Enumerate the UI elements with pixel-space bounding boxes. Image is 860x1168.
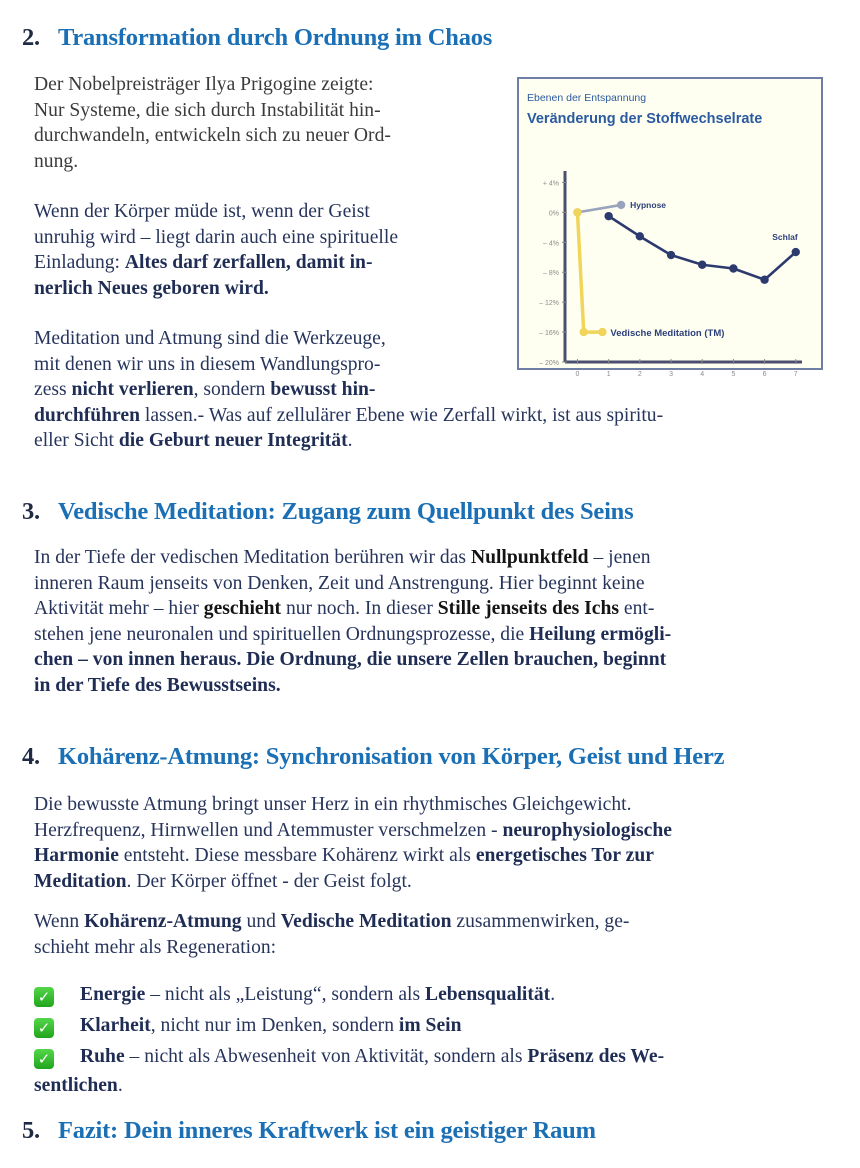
bold-text: nerlich Neues geboren wird. xyxy=(34,277,269,299)
paragraph-vedische-meditation xyxy=(34,545,671,698)
text-span: zusammenwirken, ge- xyxy=(451,911,630,932)
bold-text: Stille jenseits des Ichs xyxy=(437,598,620,619)
bold-text: die Geburt neuer Integrität xyxy=(118,430,348,451)
text-span: lassen.- Was auf zellulärer Ebene wie Zerfall wirkt, ist aus spiritu- xyxy=(140,404,664,426)
checklist-item-energie xyxy=(34,982,555,1008)
series-label: Vedische Meditation (TM) xyxy=(610,328,725,340)
text-span: , nicht nur im Denken, sondern xyxy=(150,1015,399,1036)
y-tick-label: – 12% xyxy=(539,300,559,308)
x-tick-label: 1 xyxy=(606,371,611,378)
text-line: nung. xyxy=(34,150,79,172)
data-point xyxy=(667,251,675,259)
checkmark-icon: ✓ xyxy=(34,1049,54,1069)
bold-text: Kohärenz-Atmung xyxy=(84,911,242,932)
paragraph-kohaerenz xyxy=(34,792,672,894)
series-line-0 xyxy=(577,205,621,212)
text-span: nur noch. In dieser xyxy=(281,598,438,619)
section-number: 2. xyxy=(22,24,40,51)
checklist-item-ruhe-continuation xyxy=(34,1073,123,1099)
data-point xyxy=(617,201,625,209)
text-line: inneren Raum jenseits von Denken, Zeit und Anstrengung. Hier beginnt keine xyxy=(34,572,645,594)
bold-text: in der Tiefe des Bewusstseins. xyxy=(34,674,281,696)
bold-text: sentlichen xyxy=(34,1075,118,1096)
bold-text: Lebensqualität xyxy=(425,984,551,1005)
text-line: Meditation und Atmung sind die Werkzeuge, xyxy=(34,328,386,349)
text-span: eller Sicht xyxy=(34,430,119,451)
checklist-item-klarheit xyxy=(34,1013,462,1039)
checkmark-icon: ✓ xyxy=(34,987,54,1007)
bold-text: neurophysiologische xyxy=(502,819,672,841)
x-tick-label: 6 xyxy=(762,371,767,378)
checklist-item-ruhe xyxy=(34,1044,664,1070)
x-tick-label: 3 xyxy=(669,371,673,378)
bold-text: Vedische Meditation xyxy=(280,911,452,932)
section-title: Transformation durch Ordnung im Chaos xyxy=(58,24,493,51)
section-2-heading xyxy=(22,24,492,52)
bold-text: bewusst hin- xyxy=(270,379,376,400)
y-tick-label: – 4% xyxy=(543,240,559,248)
series-label: Schlaf xyxy=(772,232,798,243)
section-3-heading xyxy=(22,498,633,526)
paragraph-koerper-muede xyxy=(34,199,398,301)
series-line-2 xyxy=(577,212,602,332)
paragraph-zusammenwirken xyxy=(34,909,629,960)
chart-subtitle: Ebenen der Entspannung xyxy=(527,92,647,104)
text-span: ent- xyxy=(619,598,655,619)
text-line: Wenn der Körper müde ist, wenn der Geist xyxy=(34,201,370,222)
data-point xyxy=(729,264,737,272)
data-point xyxy=(573,208,581,216)
text-line: Der Nobelpreisträger Ilya Prigogine zeigte: xyxy=(34,74,374,95)
section-5-heading xyxy=(22,1117,596,1145)
chart-title: Veränderung der Stoffwechselrate xyxy=(527,111,763,127)
series-line-1 xyxy=(609,216,796,280)
text-span: Einladung: xyxy=(34,252,125,273)
text-line: Die bewusste Atmung bringt unser Herz in ein rhythmisches Gleichgewicht. xyxy=(34,794,632,815)
metabolic-rate-chart xyxy=(517,77,823,378)
bold-text: Altes darf zerfallen, damit in- xyxy=(124,252,373,273)
data-point xyxy=(604,212,612,220)
text-line: mit denen wir uns in diesem Wandlungspro- xyxy=(34,353,381,375)
data-point xyxy=(792,248,800,256)
text-span: – jenen xyxy=(588,547,651,568)
y-tick-label: 0% xyxy=(548,210,559,218)
text-span: – nicht als Abwesenheit von Aktivität, sondern als xyxy=(124,1046,528,1067)
bold-text: Heilung ermögli- xyxy=(529,623,672,645)
text-span: und xyxy=(241,911,281,932)
text-span: . xyxy=(550,984,556,1005)
text-span: Herzfrequenz, Hirnwellen und Atemmuster verschmelzen - xyxy=(34,819,503,841)
bold-text: Nullpunktfeld xyxy=(470,547,589,568)
section-title: Kohärenz-Atmung: Synchronisation von Körper, Geist und Herz xyxy=(58,743,725,770)
y-tick-label: – 8% xyxy=(543,270,559,278)
y-tick-label: + 4% xyxy=(542,180,559,188)
bold-text: Ruhe xyxy=(80,1046,125,1067)
y-tick-label: – 20% xyxy=(539,360,559,367)
text-span: Aktivität mehr – hier xyxy=(34,598,204,619)
bold-text: Klarheit xyxy=(80,1015,151,1036)
text-span: . xyxy=(347,430,353,451)
bold-text: geschieht xyxy=(203,598,282,619)
text-span: entsteht. Diese messbare Kohärenz wirkt als xyxy=(118,845,476,866)
section-number: 5. xyxy=(22,1117,40,1144)
text-line: unruhig wird – liegt darin auch eine spirituelle xyxy=(34,226,399,248)
text-span: zess xyxy=(34,379,72,400)
section-title: Fazit: Dein inneres Kraftwerk ist ein geistiger Raum xyxy=(58,1117,596,1144)
text-span: – nicht als „Leistung“, sondern als xyxy=(145,984,425,1005)
paragraph-prigogine xyxy=(34,72,391,174)
x-tick-label: 5 xyxy=(731,371,736,378)
bold-text: durchführen xyxy=(34,404,140,426)
data-point xyxy=(636,232,644,240)
x-tick-label: 4 xyxy=(700,371,705,378)
bold-text: chen – von innen heraus. Die Ordnung, die unsere Zellen brauchen, beginnt xyxy=(34,649,667,670)
data-point xyxy=(580,328,588,336)
x-tick-label: 7 xyxy=(793,371,798,378)
data-point xyxy=(598,328,606,336)
section-4-heading xyxy=(22,743,724,771)
bold-text: Harmonie xyxy=(34,845,119,866)
series-label: Hypnose xyxy=(630,199,667,210)
text-span: stehen jene neuronalen und spirituellen Ordnungsprozesse, die xyxy=(34,623,530,645)
x-tick-label: 2 xyxy=(637,371,642,378)
bold-text: Meditation xyxy=(34,870,127,892)
text-span: . Der Körper öffnet - der Geist folgt. xyxy=(126,870,412,892)
checkmark-icon: ✓ xyxy=(34,1018,54,1038)
text-line: durchwandeln, entwickeln sich zu neuer Ord- xyxy=(34,125,391,146)
y-tick-label: – 16% xyxy=(539,330,559,338)
section-number: 3. xyxy=(22,498,40,525)
bold-text: nicht verlieren xyxy=(71,379,194,400)
text-line: schieht mehr als Regeneration: xyxy=(34,936,277,958)
text-span: Wenn xyxy=(34,911,85,932)
section-number: 4. xyxy=(22,743,40,770)
text-line: Nur Systeme, die sich durch Instabilität hin- xyxy=(34,99,381,121)
data-point xyxy=(760,276,768,284)
bold-text: Präsenz des We- xyxy=(527,1046,665,1067)
data-point xyxy=(698,261,706,269)
text-span: In der Tiefe der vedischen Meditation berühren wir das xyxy=(34,547,471,568)
bold-text: Energie xyxy=(80,984,146,1005)
bold-text: im Sein xyxy=(398,1015,462,1036)
chart-svg xyxy=(519,79,821,378)
text-span: . xyxy=(117,1075,123,1096)
x-tick-label: 0 xyxy=(575,371,580,378)
section-title: Vedische Meditation: Zugang zum Quellpunkt des Seins xyxy=(58,498,634,525)
text-span: , sondern xyxy=(193,379,271,400)
bold-text: energetisches Tor zur xyxy=(475,845,654,866)
